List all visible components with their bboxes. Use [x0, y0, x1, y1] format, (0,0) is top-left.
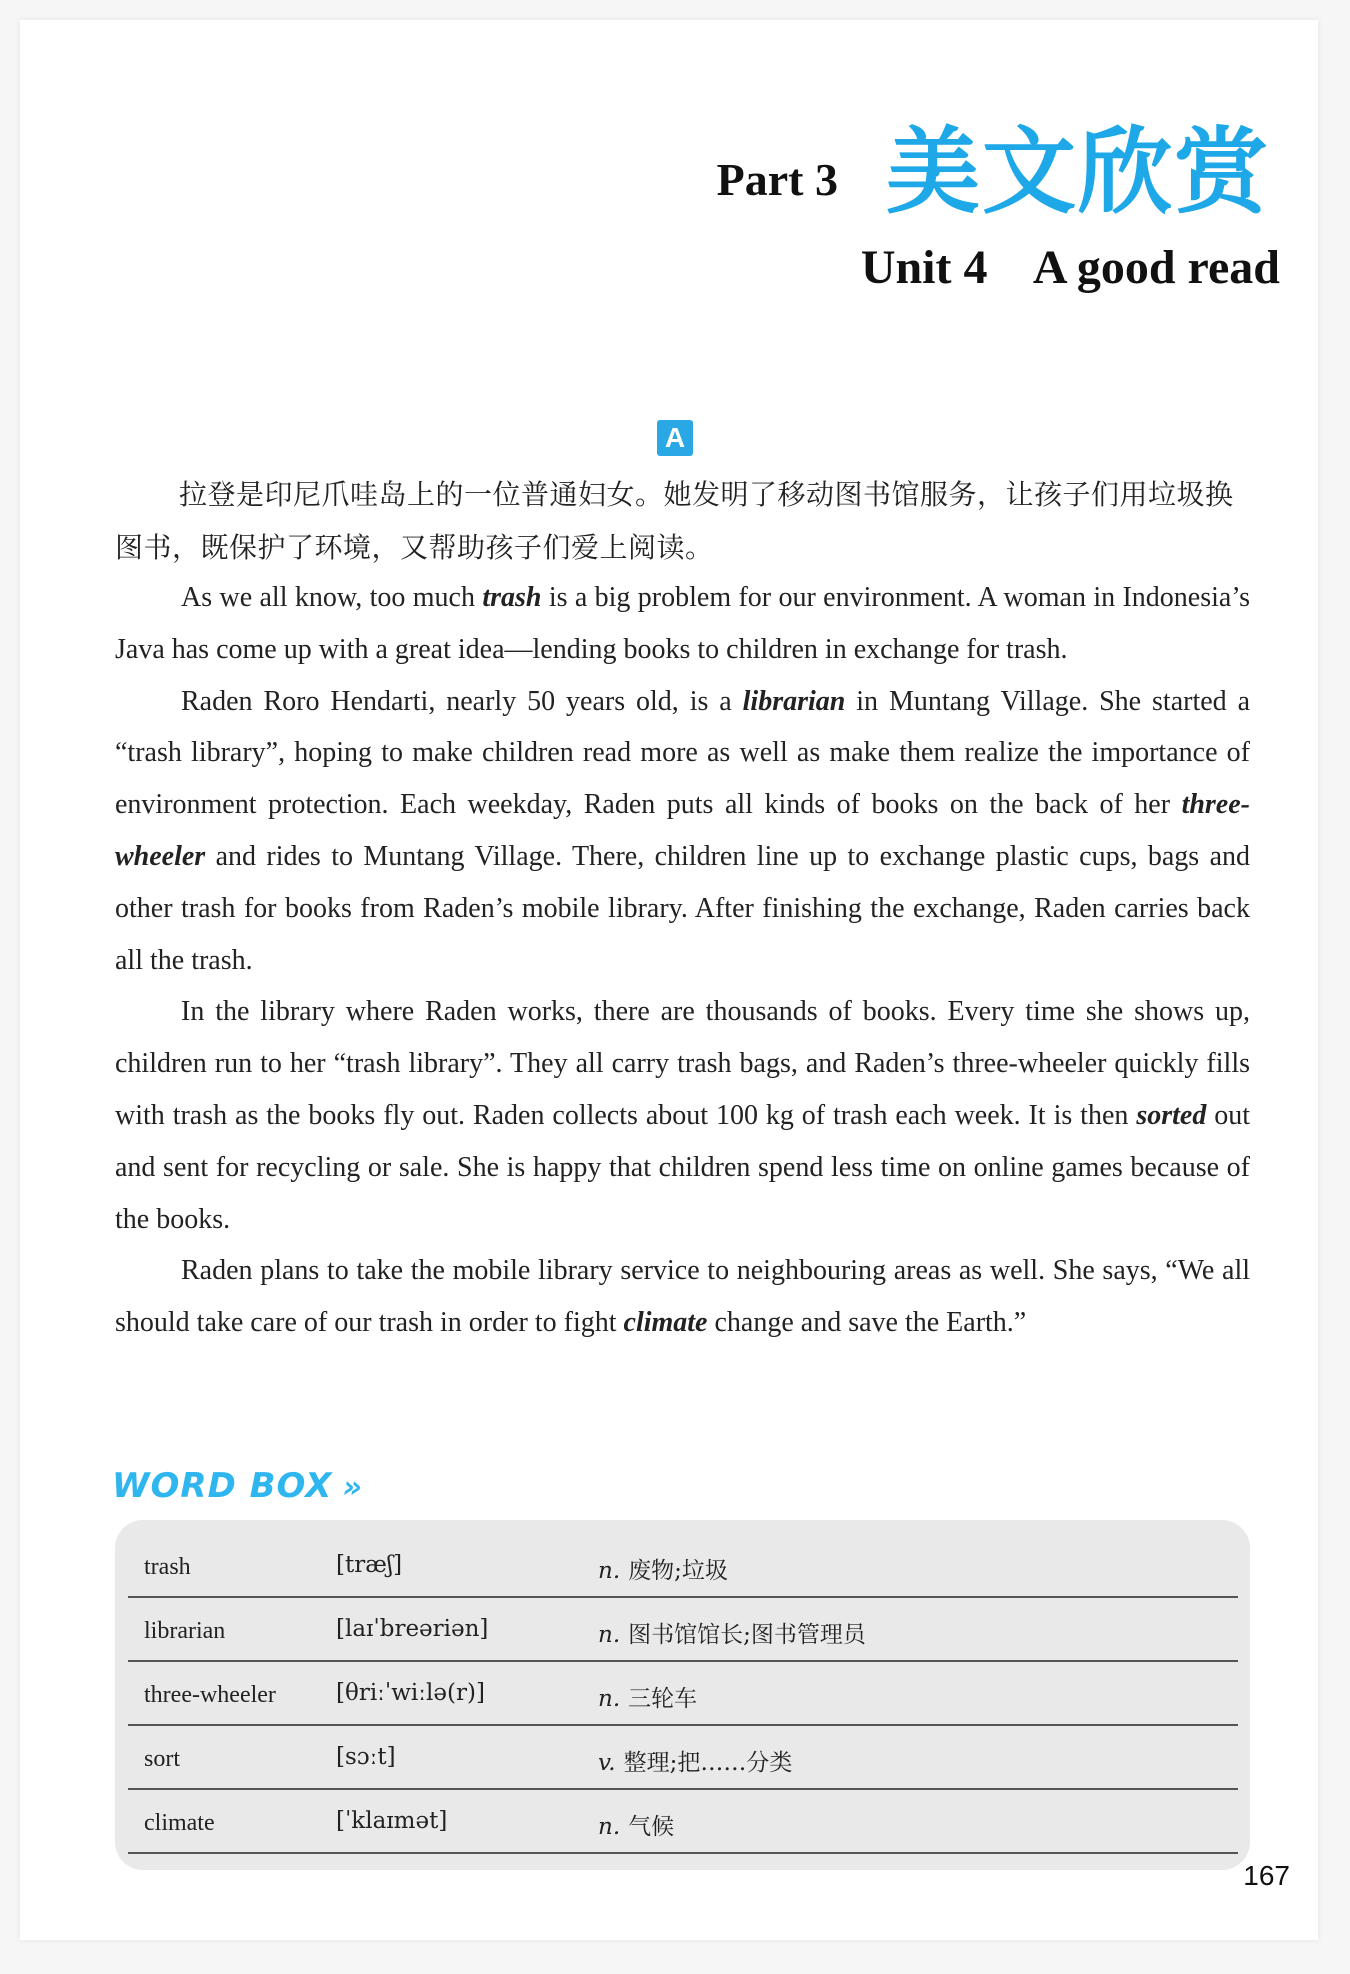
unit-title: Unit 4 A good read	[860, 241, 1280, 294]
part-header	[716, 118, 1270, 227]
part-label: Part 3	[716, 154, 838, 205]
page-number: 167	[1243, 1860, 1290, 1891]
word-box	[115, 1520, 1250, 1870]
word-row	[128, 1726, 1238, 1790]
word-box-title: WORD BOX »	[112, 1466, 363, 1506]
pronunciation: [træʃ]	[336, 1552, 403, 1578]
section-badge: A	[657, 420, 693, 456]
paragraph-1: As we all know, too much trash is a big problem for our environment. A woman in Indonesia’s Java has come up with a great idea—lending books to children in exchange for trash.	[115, 582, 1250, 665]
word: trash	[144, 1554, 191, 1580]
double-chevron-icon: »	[342, 1470, 363, 1505]
pronunciation: [ˈklaɪmət]	[336, 1808, 448, 1834]
paragraph-3: In the library where Raden works, there are thousands of books. Every time she shows up, children run to her “trash library”. They all carry trash bags, and Raden’s three-wheeler quickly fills with trash as the books fly out. Raden collects about 100 kg of trash each week. It is then sorted out and sent for recycling or sale. She is happy that children spend less time on online games because of the books.	[115, 996, 1251, 1235]
meaning: v. 整理;把……分类	[598, 1750, 793, 1776]
word-row	[128, 1534, 1238, 1598]
word: climate	[144, 1810, 215, 1836]
word: three-wheeler	[144, 1682, 276, 1708]
word-row	[128, 1598, 1238, 1662]
keyword-trash: trash	[482, 582, 542, 613]
article	[115, 572, 1250, 1349]
keyword-librarian: librarian	[742, 685, 846, 717]
meaning: n. 废物;垃圾	[598, 1558, 728, 1584]
keyword-sorted: sorted	[1136, 1099, 1207, 1131]
word-row	[128, 1790, 1238, 1854]
intro-cn: 拉登是印尼爪哇岛上的一位普通妇女。她发明了移动图书馆服务，让孩子们用垃圾换图书，既保护了环境，又帮助孩子们爱上阅读。	[115, 478, 1234, 564]
keyword-climate: climate	[623, 1307, 708, 1339]
keyword-three-wheeler: three-wheeler	[115, 789, 1250, 872]
pronunciation: [laɪˈbreəriən]	[336, 1616, 489, 1642]
paragraph-2: Raden Roro Hendarti, nearly 50 years old, is a librarian in Muntang Village. She started a “trash library”, hoping to make children read more as well as make them realize the importance of environment protection. Each weekday, Raden puts all kinds of books on the back of her three-wheeler and rides to Muntang Village. There, children line up to exchange plastic cups, bags and other trash for books from Raden’s mobile library. After finishing the exchange, Raden carries back all the trash.	[115, 685, 1250, 976]
word-row	[128, 1662, 1238, 1726]
word: librarian	[144, 1618, 226, 1644]
meaning: n. 图书馆馆长;图书管理员	[598, 1622, 866, 1648]
pronunciation: [θriːˈwiːlə(r)]	[336, 1680, 485, 1706]
paragraph-4: Raden plans to take the mobile library service to neighbouring areas as well. She says, “We all should take care of our trash in order to fight climate change and save the Earth.”	[115, 1255, 1250, 1339]
word: sort	[144, 1746, 180, 1772]
meaning: n. 气候	[598, 1814, 675, 1840]
part-title-cn: 美文欣赏	[885, 118, 1270, 227]
pronunciation: [sɔːt]	[336, 1744, 396, 1770]
meaning: n. 三轮车	[598, 1686, 698, 1712]
